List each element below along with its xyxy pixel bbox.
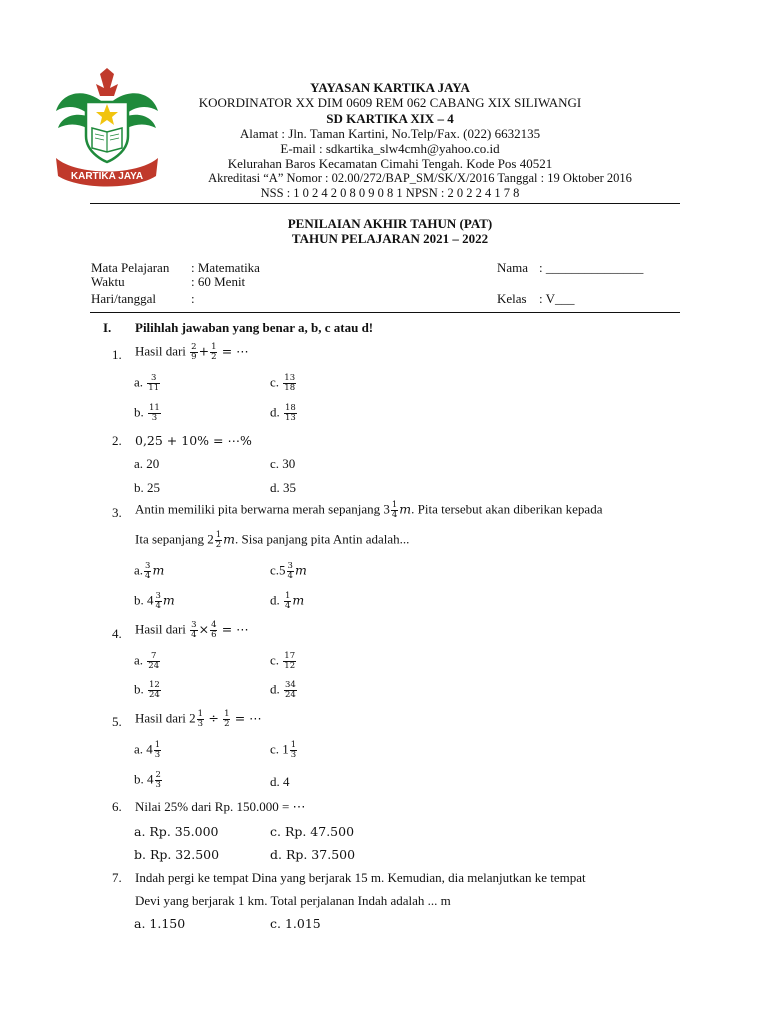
kartika-jaya-emblem-icon: [52, 66, 162, 196]
option-b[interactable]: b. $\frac{12}{24}$: [134, 680, 160, 700]
question-text: 0,25 + 10% = ⋯%: [135, 433, 252, 448]
question-text: Hasil dari $\frac{3}{4}$ × $\frac{4}{6}$ = ⋯: [135, 620, 249, 640]
option-c[interactable]: c. 1.015: [270, 916, 321, 931]
header-divider: [90, 203, 680, 204]
option-d[interactable]: d. $\frac{1}{4}$ m: [270, 591, 305, 611]
option-c[interactable]: c.5 $\frac{3}{4}$ m: [270, 561, 307, 581]
question-number: 3.: [112, 505, 122, 520]
option-d[interactable]: d. 4: [270, 774, 290, 789]
option-a[interactable]: a. $\frac{3}{11}$: [134, 373, 160, 393]
name-field[interactable]: : _______________: [539, 260, 644, 275]
school-address: Alamat : Jln. Taman Kartini, No.Telp/Fax. (022) 6632135: [239, 126, 541, 141]
school-district: Kelurahan Baros Kecamatan Cimahi Tengah. Kode Pos 40521: [227, 156, 553, 171]
option-b[interactable]: b. $\frac{11}{3}$: [134, 403, 160, 423]
option-a[interactable]: a. 1.150: [134, 916, 186, 931]
svg-text:KARTIKA JAYA: KARTIKA JAYA: [70, 171, 144, 182]
school-logo: [52, 66, 162, 196]
question-text: Indah pergi ke tempat Dina yang berjarak 15 m. Kemudian, dia melanjutkan ke tempat: [135, 870, 586, 885]
option-c[interactable]: c. $\frac{13}{18}$: [270, 373, 296, 393]
option-d[interactable]: d. Rp. 37.500: [270, 847, 356, 862]
option-a[interactable]: a. 4 $\frac{1}{3}$: [134, 740, 161, 760]
question-number: 5.: [112, 714, 122, 729]
coordinator-line: KOORDINATOR XX DIM 0609 REM 062 CABANG XIX SILIWANGI: [198, 95, 582, 110]
question-text: Hasil dari 2 $\frac{1}{3}$ ÷ $\frac{1}{2}$ = ⋯: [135, 709, 262, 729]
info-divider: [90, 312, 680, 313]
question-number: 2.: [112, 433, 122, 448]
class-field[interactable]: : V___: [539, 291, 575, 306]
question-text: Antin memiliki pita berwarna merah sepanjang 3 $\frac{1}{4}$ m. Pita tersebut akan diberikan kepada: [135, 500, 603, 520]
option-a[interactable]: a. $\frac{3}{4}$ m: [134, 561, 165, 581]
question-text: Nilai 25% dari Rp. 150.000 = ⋯: [135, 799, 306, 814]
option-c[interactable]: c. Rp. 47.500: [270, 824, 355, 839]
subject-value: : Matematika: [191, 260, 260, 275]
section-instruction: Pilihlah jawaban yang benar a, b, c atau d!: [135, 320, 374, 335]
school-name: SD KARTIKA XIX – 4: [326, 111, 454, 126]
option-d[interactable]: d. 35: [270, 480, 296, 495]
name-label: Nama: [497, 260, 529, 275]
time-value: : 60 Menit: [191, 274, 246, 289]
question-text-cont: Ita sepanjang 2 $\frac{1}{2}$ m. Sisa panjang pita Antin adalah...: [135, 530, 410, 550]
question-number: 4.: [112, 626, 122, 641]
nss-npsn-line: NSS : 1 0 2 4 2 0 8 0 9 0 8 1 NPSN : 2 0 2 2 4 1 7 8: [260, 186, 520, 200]
option-d[interactable]: d. $\frac{34}{24}$: [270, 680, 296, 700]
question-text-cont: Devi yang berjarak 1 km. Total perjalanan Indah adalah ... m: [135, 893, 451, 908]
option-a[interactable]: a. Rp. 35.000: [134, 824, 219, 839]
date-value: :: [191, 291, 195, 306]
option-b[interactable]: b. 25: [134, 480, 160, 495]
question-text: Hasil dari $\frac{2}{9}$ + $\frac{1}{2}$ = ⋯: [135, 342, 249, 362]
foundation-name: YAYASAN KARTIKA JAYA: [310, 80, 470, 95]
option-b[interactable]: b. Rp. 32.500: [134, 847, 220, 862]
option-a[interactable]: a. 20: [134, 456, 160, 471]
exam-title: PENILAIAN AKHIR TAHUN (PAT): [287, 216, 493, 231]
option-c[interactable]: c. 1 $\frac{1}{3}$: [270, 740, 297, 760]
option-d[interactable]: d. $\frac{18}{13}$: [270, 403, 296, 423]
option-b[interactable]: b. 4 $\frac{2}{3}$: [134, 770, 161, 790]
subject-label: Mata Pelajaran: [91, 260, 170, 275]
option-a[interactable]: a. $\frac{7}{24}$: [134, 651, 160, 671]
option-c[interactable]: c. $\frac{17}{12}$: [270, 651, 296, 671]
question-number: 7.: [112, 870, 122, 885]
section-number: I.: [103, 320, 112, 335]
class-label: Kelas: [497, 291, 527, 306]
exam-year: TAHUN PELAJARAN 2021 – 2022: [291, 231, 489, 246]
time-label: Waktu: [91, 274, 125, 289]
accreditation-line: Akreditasi “A” Nomor : 02.00/272/BAP_SM/SK/X/2016 Tanggal : 19 Oktober 2016: [208, 171, 632, 185]
date-label: Hari/tanggal: [91, 291, 156, 306]
option-c[interactable]: c. 30: [270, 456, 296, 471]
school-email: E-mail : sdkartika_slw4cmh@yahoo.co.id: [280, 141, 500, 156]
option-b[interactable]: b. 4 $\frac{3}{4}$ m: [134, 591, 175, 611]
question-number: 1.: [112, 347, 122, 362]
question-number: 6.: [112, 799, 122, 814]
